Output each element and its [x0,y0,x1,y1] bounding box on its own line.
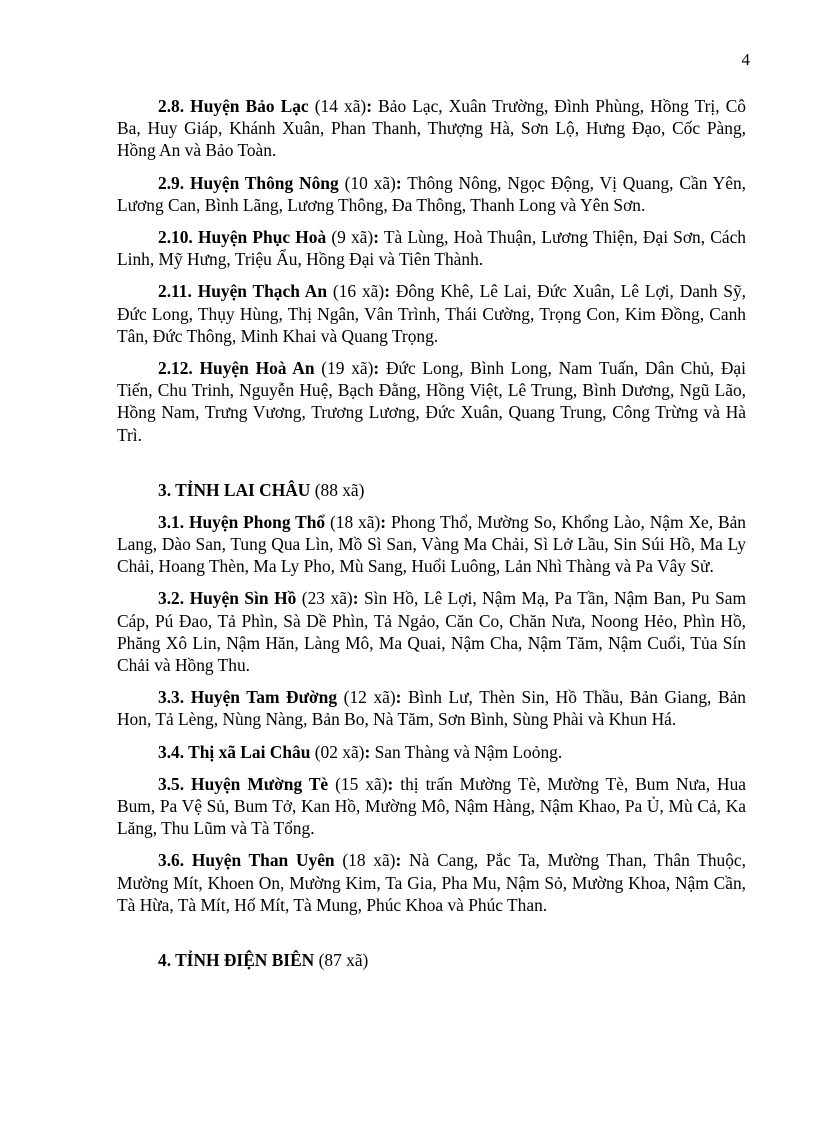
district-title: 3.2. Huyện Sìn Hồ [158,588,297,609]
district-paragraph [117,172,746,216]
commune-count: (18 xã) [334,850,396,871]
district-paragraph [117,357,746,446]
commune-count: (15 xã) [328,773,388,794]
commune-list: thị trấn Mường Tè, Mường Tè, Bum Nưa, Hua Bum, Pa Vệ Sủ, Bum Tở, Kan Hồ, Mường Mô, Nậm Hàng, Nậm Khao, Pa Ủ, Mù Cả, Ka Lăng, Thu Lũm và Tà Tổng. [117,773,747,839]
district-title: 3.3. Huyện Tam Đường [158,687,338,708]
colon: : [366,96,373,116]
colon: : [384,281,390,302]
commune-list: Phong Thổ, Mường So, Khổng Lào, Nậm Xe, Bản Lang, Dào San, Tung Qua Lìn, Mồ Sì San, Vàng Ma Chải, Sì Lở Lầu, Sin Súi Hồ, Ma Ly Chải, Hoang Thèn, Ma Ly Pho, Mù Sang, Huổi Luông, Lản Nhì Thàng và Pa Vây Sử. [117,511,746,577]
province-count: (87 xã) [314,950,369,971]
district-title: 2.11. Huyện Thạch An [158,281,328,302]
colon: : [380,511,387,532]
colon: : [352,588,359,609]
commune-count: (14 xã) [308,96,367,116]
district-paragraph [117,686,746,730]
district-title: 2.9. Huyện Thông Nông [158,172,339,193]
document-body [117,95,746,971]
colon: : [373,358,380,379]
province-heading [117,949,746,971]
commune-count: (12 xã) [337,687,396,708]
district-paragraph [117,95,746,162]
province-title: 3. TỈNH LAI CHÂU [158,479,311,500]
commune-list: Nà Cang, Pắc Ta, Mường Than, Thân Thuộc, Mường Mít, Khoen On, Mường Kim, Ta Gia, Pha Mu, Nậm Sỏ, Mường Khoa, Nậm Cần, Tà Hừa, Tà Mít, Hố Mít, Tà Mung, Phúc Khoa và Phúc Than. [117,850,746,915]
district-title: 2.10. Huyện Phục Hoà [158,227,327,248]
district-paragraph [117,587,746,676]
district-title: 3.1. Huyện Phong Thổ [158,511,326,532]
district-paragraph [117,226,746,270]
commune-list: Thông Nông, Ngọc Động, Vị Quang, Cần Yên, Lương Can, Bình Lãng, Lương Thông, Đa Thông, Thanh Long và Yên Sơn. [117,172,746,215]
commune-count: (18 xã) [325,511,381,532]
district-title: 2.12. Huyện Hoà An [158,358,315,379]
province-title: 4. TỈNH ĐIỆN BIÊN [158,950,315,971]
district-title: 3.5. Huyện Mường Tè [158,773,329,794]
district-paragraph [117,741,746,763]
district-title: 2.8. Huyện Bảo Lạc [158,96,309,116]
colon: : [395,850,402,871]
commune-count: (19 xã) [314,358,374,379]
colon: : [395,687,402,708]
commune-count: (9 xã) [326,227,374,248]
colon: : [395,172,402,193]
commune-list: Đức Long, Bình Long, Nam Tuấn, Dân Chủ, Đại Tiến, Chu Trinh, Nguyễn Huệ, Bạch Đằng, Hồng Việt, Lê Trung, Bình Dương, Ngũ Lão, Hồng Nam, Trưng Vương, Trương Lương, Đức Xuân, Quang Trung, Công Trừng và Hà Trì. [117,358,746,445]
commune-list: San Thàng và Nậm Loỏng. [370,741,563,762]
district-paragraph [117,849,746,916]
district-paragraph [117,773,746,840]
province-heading [117,479,746,501]
commune-count: (10 xã) [338,172,396,193]
colon: : [387,773,394,794]
district-title: 3.6. Huyện Than Uyên [158,850,335,871]
commune-list: Bình Lư, Thèn Sin, Hồ Thầu, Bản Giang, Bản Hon, Tả Lèng, Nùng Nàng, Bản Bo, Nà Tăm, Sơn Bình, Sùng Phài và Khun Há. [117,687,746,730]
colon: : [373,227,379,248]
province-count: (88 xã) [310,479,365,500]
commune-count: (02 xã) [310,741,365,762]
commune-count: (23 xã) [296,588,353,609]
district-paragraph [117,280,746,347]
district-paragraph [117,511,746,578]
commune-list: Tà Lùng, Hoà Thuận, Lương Thiện, Đại Sơn, Cách Linh, Mỹ Hưng, Triệu Ẩu, Hồng Đại và Tiên Thành. [117,227,746,270]
commune-list: Đông Khê, Lê Lai, Đức Xuân, Lê Lợi, Danh Sỹ, Đức Long, Thụy Hùng, Thị Ngân, Vân Trình, Thái Cường, Trọng Con, Kim Đồng, Canh Tân, Đức Thông, Minh Khai và Quang Trọng. [117,281,746,346]
colon: : [364,741,371,762]
commune-list: Sìn Hồ, Lê Lợi, Nậm Mạ, Pa Tần, Nậm Ban, Pu Sam Cáp, Pú Đao, Tả Phìn, Sà Dề Phìn, Tả Ngảo, Căn Co, Chăn Nưa, Noong Hẻo, Phìn Hồ, Phăng Xô Lin, Nậm Hăn, Làng Mô, Ma Quai, Nậm Cha, Nậm Tăm, Nậm Cuổi, Tủa Sín Chải và Hồng Thu. [117,588,746,676]
district-title: 3.4. Thị xã Lai Châu [158,741,311,762]
commune-count: (16 xã) [327,281,385,302]
commune-list: Bảo Lạc, Xuân Trường, Đình Phùng, Hồng Trị, Cô Ba, Huy Giáp, Khánh Xuân, Phan Thanh, Thượng Hà, Sơn Lộ, Hưng Đạo, Cốc Pàng, Hồng An và Bảo Toàn. [117,96,746,161]
page-number: 4 [741,50,750,69]
